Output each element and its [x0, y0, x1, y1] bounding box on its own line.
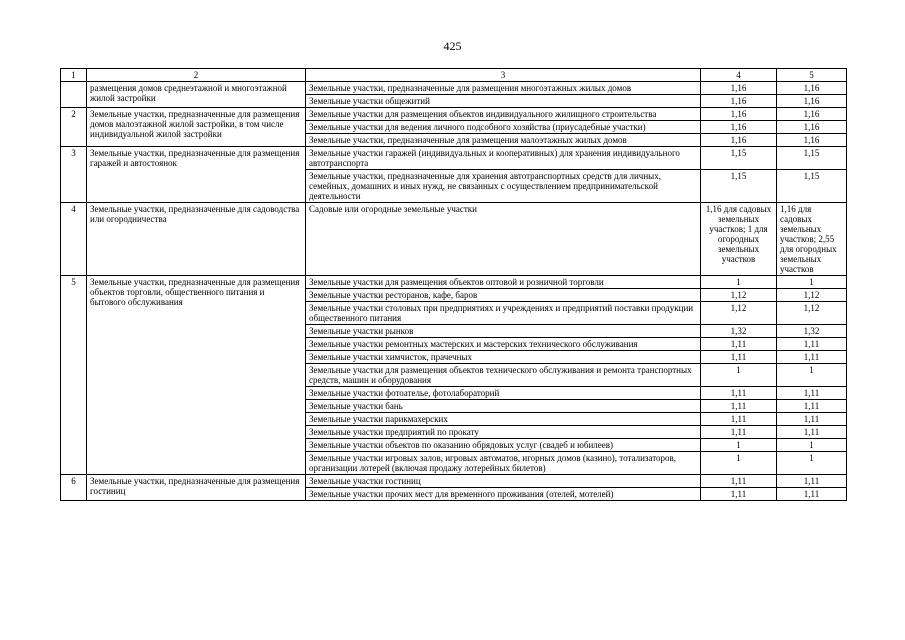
land-use-description: Земельные участки химчисток, прачечных	[306, 351, 701, 364]
coefficient-col4: 1,16	[701, 108, 777, 121]
coefficient-col4: 1,11	[701, 351, 777, 364]
table-row	[61, 147, 847, 170]
table-row	[61, 276, 847, 289]
col-header-3: 3	[306, 69, 701, 82]
coefficient-col4: 1	[701, 364, 777, 387]
coefficient-col4: 1,15	[701, 170, 777, 203]
coefficient-col5: 1,12	[777, 302, 847, 325]
coefficient-col4: 1,16	[701, 95, 777, 108]
group-category: Земельные участки, предназначенные для размещения гостиниц	[87, 475, 306, 501]
land-use-description: Земельные участки гостиниц	[306, 475, 701, 488]
coefficient-col5: 1,11	[777, 351, 847, 364]
land-use-description: Земельные участки ремонтных мастерских и мастерских технического обслуживания	[306, 338, 701, 351]
coefficient-col5: 1,11	[777, 387, 847, 400]
land-use-description: Земельные участки общежитий	[306, 95, 701, 108]
coefficient-col4: 1,11	[701, 413, 777, 426]
coefficient-col5: 1,15	[777, 170, 847, 203]
land-use-description: Земельные участки предприятий по прокату	[306, 426, 701, 439]
coefficient-col4: 1,16	[701, 121, 777, 134]
table-row	[61, 475, 847, 488]
coefficient-col5: 1,11	[777, 475, 847, 488]
coefficient-col4: 1,11	[701, 400, 777, 413]
land-use-description: Садовые или огородные земельные участки	[306, 203, 701, 276]
land-use-description: Земельные участки рынков	[306, 325, 701, 338]
coefficient-col5: 1	[777, 364, 847, 387]
coefficient-col4: 1,16	[701, 134, 777, 147]
coefficient-col5: 1,16	[777, 108, 847, 121]
land-use-description: Земельные участки для ведения личного подсобного хозяйства (приусадебные участки)	[306, 121, 701, 134]
coefficient-col5: 1,16	[777, 95, 847, 108]
group-number: 4	[61, 203, 87, 276]
coefficient-col5: 1,16	[777, 134, 847, 147]
coefficient-col4: 1	[701, 452, 777, 475]
land-use-description: Земельные участки фотоателье, фотолабораторий	[306, 387, 701, 400]
land-use-description: Земельные участки для размещения объектов индивидуального жилищного строительства	[306, 108, 701, 121]
page-number: 425	[443, 39, 462, 53]
land-use-description: Земельные участки игровых залов, игровых автоматов, игорных домов (казино), тотализаторов, организации лотерей (включая продажу лотерейных билетов)	[306, 452, 701, 475]
coefficient-col4: 1,12	[701, 302, 777, 325]
coefficient-col4: 1,11	[701, 488, 777, 501]
table-row	[61, 108, 847, 121]
land-use-description: Земельные участки, предназначенные для хранения автотранспортных средств для личных, семейных, домашних и иных нужд, не связанных с осуществлением предпринимательской деятельности	[306, 170, 701, 203]
coefficient-col5: 1,11	[777, 426, 847, 439]
land-use-description: Земельные участки для размещения объектов оптовой и розничной торговли	[306, 276, 701, 289]
group-category: Земельные участки, предназначенные для садоводства или огородничества	[87, 203, 306, 276]
group-number	[61, 82, 87, 108]
table-row	[61, 203, 847, 276]
land-use-description: Земельные участки парикмахерских	[306, 413, 701, 426]
land-coefficient-table	[60, 68, 847, 501]
land-use-description: Земельные участки бань	[306, 400, 701, 413]
coefficient-col5: 1	[777, 276, 847, 289]
group-category: Земельные участки, предназначенные для размещения объектов торговли, общественного питания и бытового обслуживания	[87, 276, 306, 475]
coefficient-col5: 1,11	[777, 400, 847, 413]
coefficient-col4: 1,11	[701, 338, 777, 351]
group-category: Земельные участки, предназначенные для размещения гаражей и автостоянок	[87, 147, 306, 203]
coefficient-col4: 1,16	[701, 82, 777, 95]
land-use-description: Земельные участки гаражей (индивидуальных и кооперативных) для хранения индивидуального автотранспорта	[306, 147, 701, 170]
coefficient-col4: 1,12	[701, 289, 777, 302]
coefficient-col4: 1,11	[701, 475, 777, 488]
col-header-1: 1	[61, 69, 87, 82]
col-header-2: 2	[87, 69, 306, 82]
land-use-description: Земельные участки ресторанов, кафе, баров	[306, 289, 701, 302]
coefficient-col5: 1	[777, 452, 847, 475]
coefficient-col4: 1,32	[701, 325, 777, 338]
coefficient-col5: 1,11	[777, 413, 847, 426]
coefficient-col4: 1,11	[701, 387, 777, 400]
coefficient-col5: 1,16 для садовых земельных участков; 2,55 для огородных земельных участков	[777, 203, 847, 276]
coefficient-col4: 1	[701, 439, 777, 452]
coefficient-col5: 1,16	[777, 121, 847, 134]
group-category: размещения домов среднеэтажной и многоэтажной жилой застройки	[87, 82, 306, 108]
coefficient-col5: 1,16	[777, 82, 847, 95]
coefficient-col4: 1,15	[701, 147, 777, 170]
group-number: 5	[61, 276, 87, 475]
coefficient-col5: 1,32	[777, 325, 847, 338]
coefficient-col5: 1,11	[777, 488, 847, 501]
land-use-description: Земельные участки для размещения объектов технического обслуживания и ремонта транспортных средств, машин и оборудования	[306, 364, 701, 387]
land-use-description: Земельные участки, предназначенные для размещения многоэтажных жилых домов	[306, 82, 701, 95]
coefficient-col4: 1,11	[701, 426, 777, 439]
coefficient-col4: 1	[701, 276, 777, 289]
group-number: 2	[61, 108, 87, 147]
column-number-row	[61, 69, 847, 82]
land-use-description: Земельные участки прочих мест для временного проживания (отелей, мотелей)	[306, 488, 701, 501]
land-use-description: Земельные участки объектов по оказанию обрядовых услуг (свадеб и юбилеев)	[306, 439, 701, 452]
coefficient-col5: 1	[777, 439, 847, 452]
land-use-description: Земельные участки, предназначенные для размещения малоэтажных жилых домов	[306, 134, 701, 147]
col-header-5: 5	[777, 69, 847, 82]
group-number: 6	[61, 475, 87, 501]
col-header-4: 4	[701, 69, 777, 82]
group-category: Земельные участки, предназначенные для размещения домов малоэтажной жилой застройки, в том числе индивидуальной жилой застройки	[87, 108, 306, 147]
group-number: 3	[61, 147, 87, 203]
coefficient-col5: 1,12	[777, 289, 847, 302]
land-use-description: Земельные участки столовых при предприятиях и учреждениях и предприятий поставки продукции общественного питания	[306, 302, 701, 325]
coefficient-col4: 1,16 для садовых земельных участков; 1 для огородных земельных участков	[701, 203, 777, 276]
coefficient-col5: 1,11	[777, 338, 847, 351]
coefficient-col5: 1,15	[777, 147, 847, 170]
table-row	[61, 82, 847, 95]
